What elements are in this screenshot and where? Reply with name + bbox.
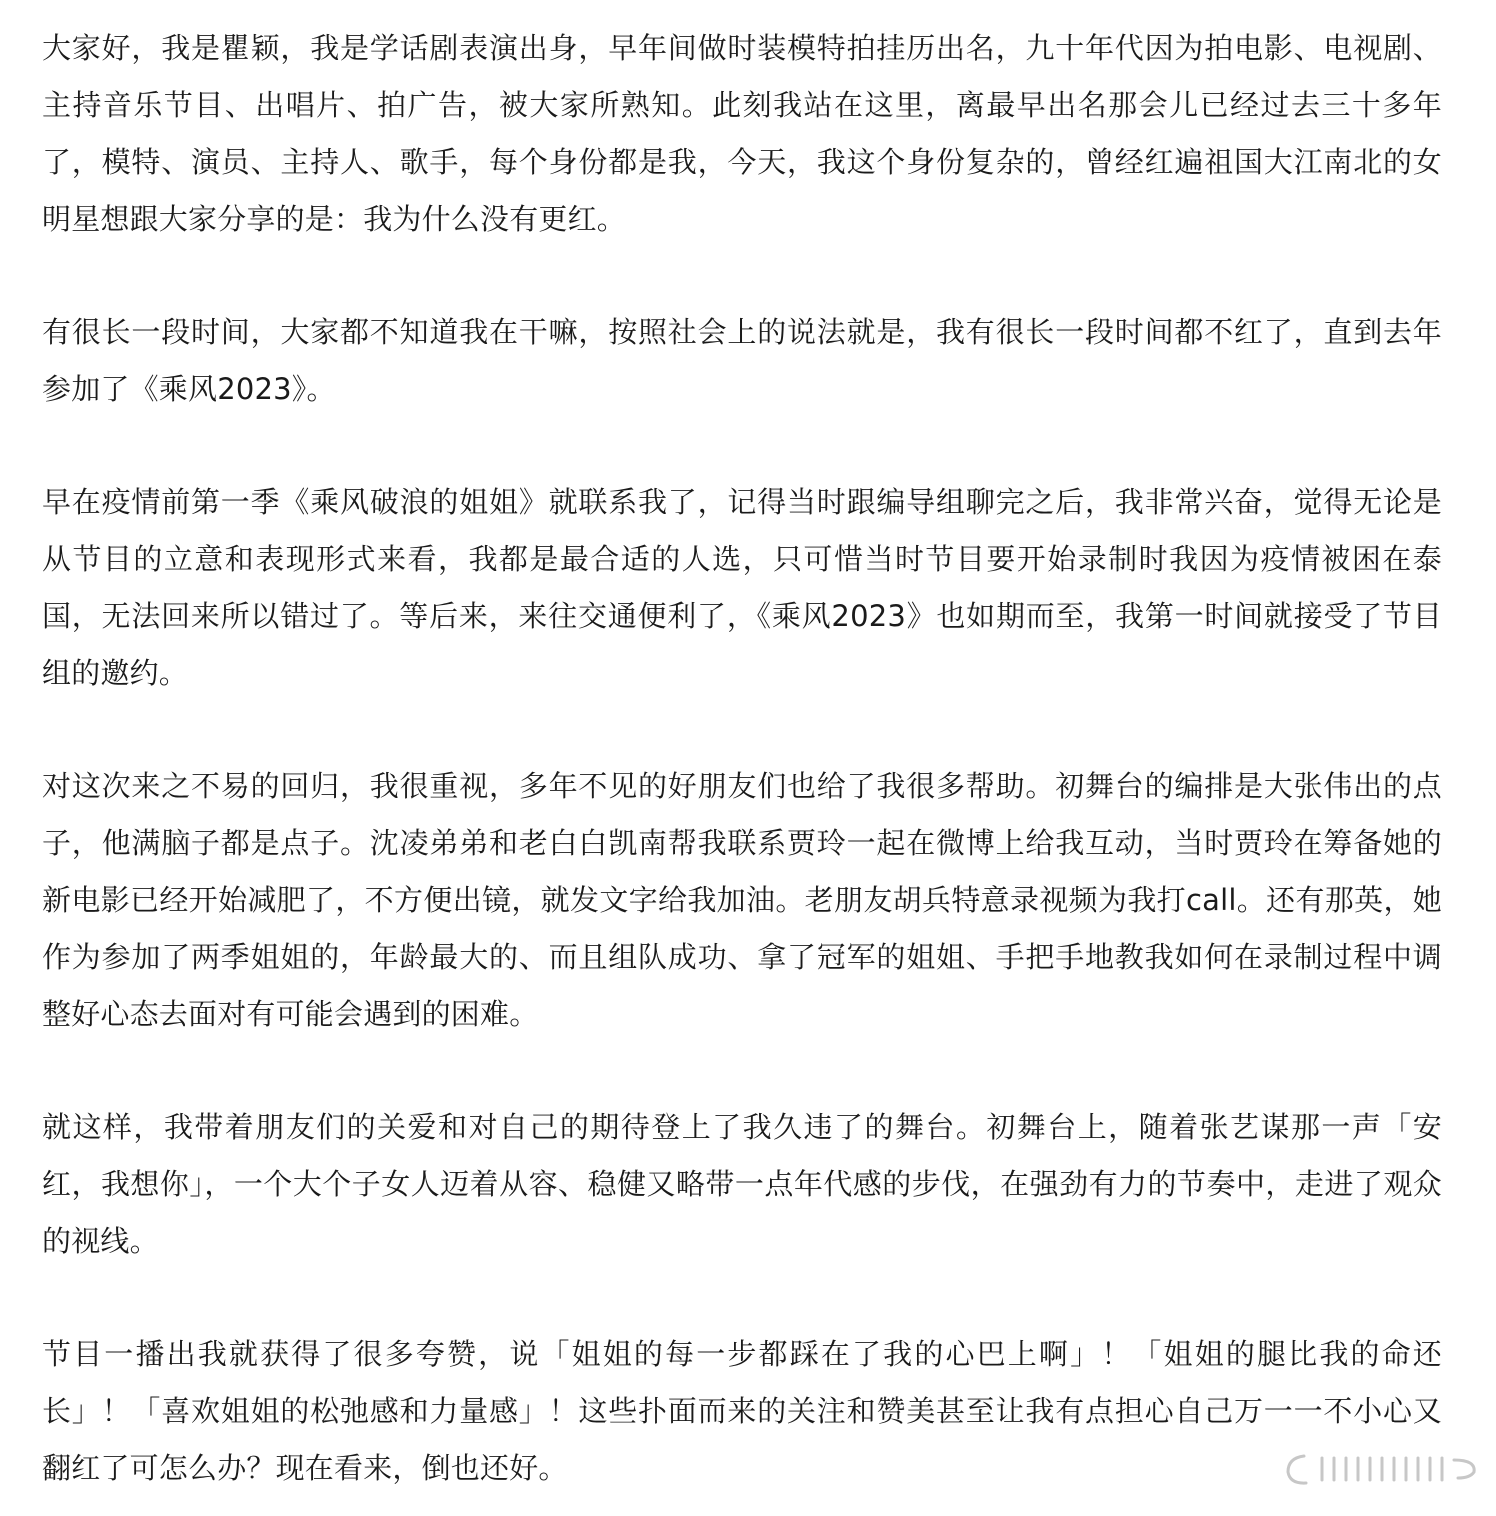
paragraph-friends-help: 对这次来之不易的回归，我很重视，多年不见的好朋友们也给了我很多帮助。初舞台的编排是大张伟出的点子，他满脑子都是点子。沈凌弟弟和老白白凯南帮我联系贾玲一起在微博上给我互动，当时贾玲在筹备她的新电影已经开始减肥了，不方便出镜，就发文字给我加油。老朋友胡兵特意录视频为我打call。还有那英，她作为参加了两季姐姐的，年龄最大的、而且组队成功、拿了冠军的姐姐、手把手地教我如何在录制过程中调整好心态去面对有可能会遇到的困难。 [42,769,1442,1031]
paragraph-intro: 大家好，我是瞿颖，我是学话剧表演出身，早年间做时装模特拍挂历出名，九十年代因为拍电影、电视剧、主持音乐节目、出唱片、拍广告，被大家所熟知。此刻我站在这里，离最早出名那会儿已经过去三十多年了，模特、演员、主持人、歌手，每个身份都是我，今天，我这个身份复杂的，曾经红遍祖国大江南北的女明星想跟大家分享的是：我为什么没有更红。 [42,31,1442,236]
paragraph-invitation: 早在疫情前第一季《乘风破浪的姐姐》就联系我了，记得当时跟编导组聊完之后，我非常兴奋，觉得无论是从节目的立意和表现形式来看，我都是最合适的人选，只可惜当时节目要开始录制时我因为疫情被困在泰国，无法回来所以错过了。等后来，来往交通便利了，《乘风2023》也如期而至，我第一时间就接受了节目组的邀约。 [42,485,1442,690]
weibo-watermark-icon [1282,1448,1482,1488]
paragraph-hiatus: 有很长一段时间，大家都不知道我在干嘛，按照社会上的说法就是，我有很长一段时间都不红了，直到去年参加了《乘风2023》。 [42,315,1442,406]
paragraph-first-stage: 就这样，我带着朋友们的关爱和对自己的期待登上了我久违了的舞台。初舞台上，随着张艺谋那一声「安红，我想你」，一个大个子女人迈着从容、稳健又略带一点年代感的步伐，在强劲有力的节奏中，走进了观众的视线。 [42,1110,1442,1258]
paragraph-praise: 节目一播出我就获得了很多夸赞，说「姐姐的每一步都踩在了我的心巴上啊」！「姐姐的腿比我的命还长」！「喜欢姐姐的松弛感和力量感」！这些扑面而来的关注和赞美甚至让我有点担心自己万一一不小心又翻红了可怎么办？现在看来，倒也还好。 [42,1337,1442,1485]
article-body [42,20,1442,1497]
